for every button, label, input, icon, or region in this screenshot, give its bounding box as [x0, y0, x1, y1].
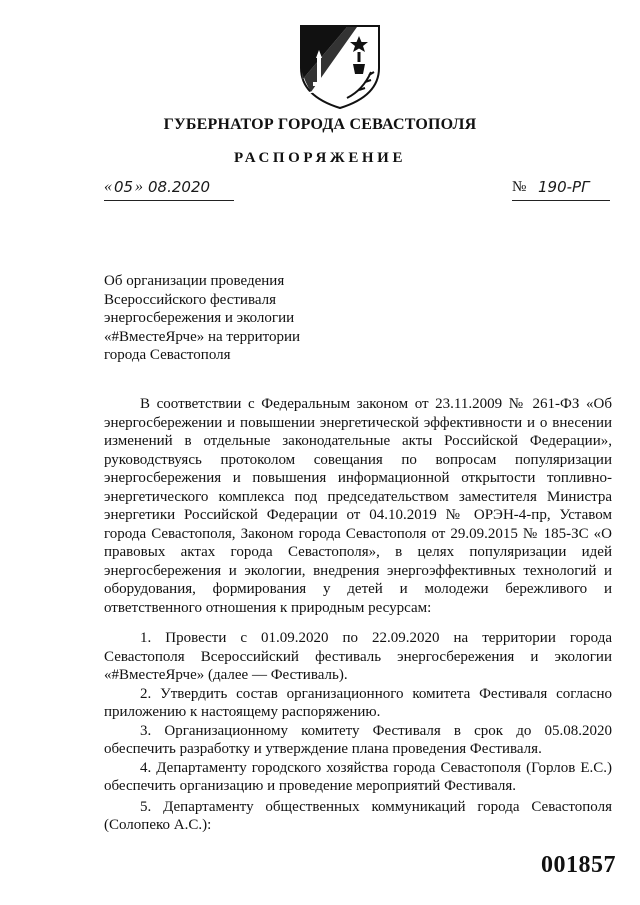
number-value-handwritten: 190-РГ — [538, 178, 590, 196]
date-day-handwritten: 05 — [114, 178, 134, 196]
shield-icon — [297, 20, 383, 110]
serial-number: 001857 — [541, 852, 616, 878]
subject-line: города Севастополя — [104, 347, 231, 363]
date-month-year-handwritten: 08.2020 — [148, 178, 211, 196]
document-body — [104, 395, 612, 835]
subject-line: Об организации проведения — [104, 273, 285, 289]
document-date — [104, 178, 234, 201]
order-item: 1. Провести с 01.09.2020 по 22.09.2020 на территории города Севастополя Всероссийский фестиваль энергосбережения и экологии «#ВместеЯрче» (далее — Фестиваль). — [104, 630, 612, 683]
number-label: № — [512, 179, 527, 195]
order-item: 5. Департаменту общественных коммуникаций города Севастополя (Солопеко А.С.): — [104, 798, 612, 833]
subject-line: «#ВместеЯрче» на территории — [104, 328, 301, 345]
coat-of-arms-emblem — [297, 20, 383, 110]
date-open-quote: « — [104, 178, 112, 195]
preamble-paragraph: В соответствии с Федеральным законом от 23.11.2009 № 261-ФЗ «Об энергосбережении и повышении энергетической эффективности и о внесении изменений в отдельные законодательные акты Российской Федерации», руководствуясь протоколом совещания по вопросам популяризации энергосбережения и повышения информационной открытости топливно-энергетического комплекса под председательством заместителя Министра энергетики Российской Федерации от 04.10.2019 № ОРЭН-4-пр, Уставом города Севастополя, Законом города Севастополя от 29.09.2015 № 185-ЗС «О правовых актах города Севастополя», в целях популяризации идей энергосбережения и экологии, внедрения энергоэффективных технологий и оборудования, формирования у детей и молодежи бережливого и ответственного отношения к природным ресурсам: — [104, 396, 612, 616]
subject-line: Всероссийского фестиваля — [104, 291, 277, 308]
order-item: 2. Утвердить состав организационного комитета Фестиваля согласно приложению к настоящему распоряжению. — [104, 685, 612, 720]
document-number — [512, 178, 610, 201]
order-item: 4. Департаменту городского хозяйства города Севастополя (Горлов Е.С.) обеспечить организацию и проведение мероприятий Фестиваля. — [104, 759, 612, 794]
organization-title: ГУБЕРНАТОР ГОРОДА СЕВАСТОПОЛЯ — [163, 116, 477, 133]
order-item: 3. Организационному комитету Фестиваля в срок до 05.08.2020 обеспечить разработку и утверждение плана проведения Фестиваля. — [104, 722, 612, 757]
document-subject — [104, 272, 384, 365]
subject-line: энергосбережения и экологии — [104, 310, 295, 326]
date-close-quote: » — [135, 178, 143, 195]
document-type-heading: РАСПОРЯЖЕНИЕ — [233, 150, 407, 166]
